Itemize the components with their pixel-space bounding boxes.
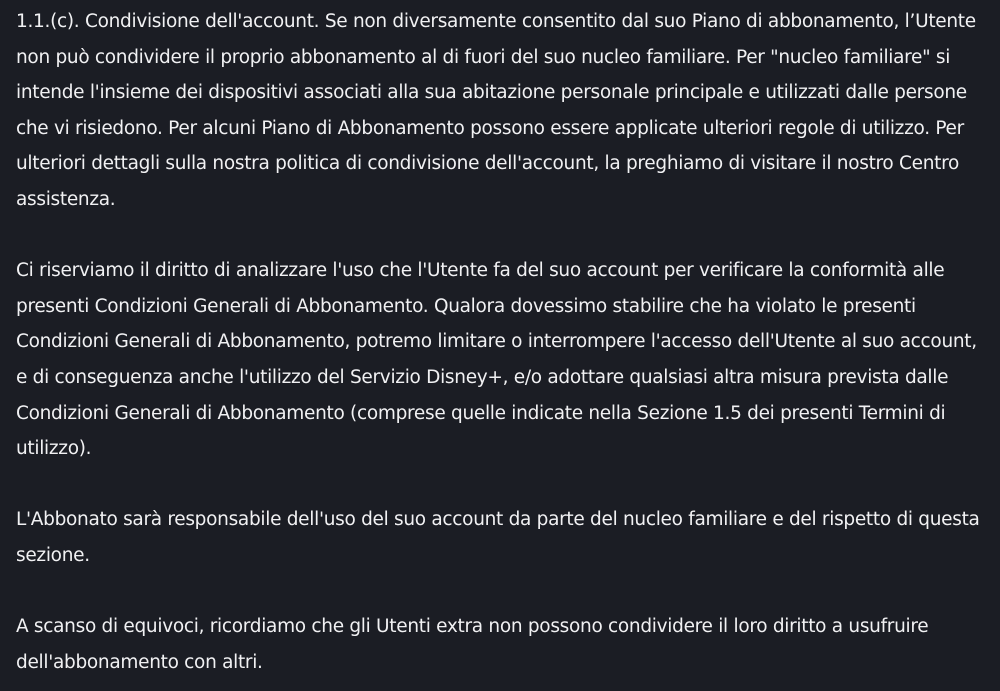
paragraph-extra-users: A scanso di equivoci, ricordiamo che gli Utenti extra non possono condividere il loro diritto a usufruire dell'abbonamento con altri.	[16, 616, 929, 673]
paragraph-usage-review: Ci riserviamo il diritto di analizzare l'uso che l'Utente fa del suo account per verificare la conformità alle presenti Condizioni Generali di Abbonamento. Qualora dovessimo stabilire che ha violato le presenti Condizioni Generali di Abbonamento, potremo limitare o interrompere l'accesso dell'Utente al suo account, e di conseguenza anche l'utilizzo del Servizio Disney+, e/o adottare qualsiasi altra misura prevista dalle Condizioni Generali di Abbonamento (comprese quelle indicate nella Sezione 1.5 dei presenti Termini di utilizzo).	[16, 260, 977, 460]
paragraph-account-sharing: 1.1.(c). Condivisione dell'account. Se non diversamente consentito dal suo Piano di abbonamento, l’Utente non può condividere il proprio abbonamento al di fuori del suo nucleo familiare. Per "nucleo familiare" si intende l'insieme dei dispositivi associati alla sua abitazione personale principale e utilizzati dalle persone che vi risiedono. Per alcuni Piano di Abbonamento possono essere applicate ulteriori regole di utilizzo. Per ulteriori dettagli sulla nostra politica di condivisione dell'account, la preghiamo di visitare il nostro Centro assistenza.	[16, 11, 976, 210]
paragraph-subscriber-responsibility: L'Abbonato sarà responsabile dell'uso del suo account da parte del nucleo familiare e del rispetto di questa sezione.	[16, 509, 980, 566]
